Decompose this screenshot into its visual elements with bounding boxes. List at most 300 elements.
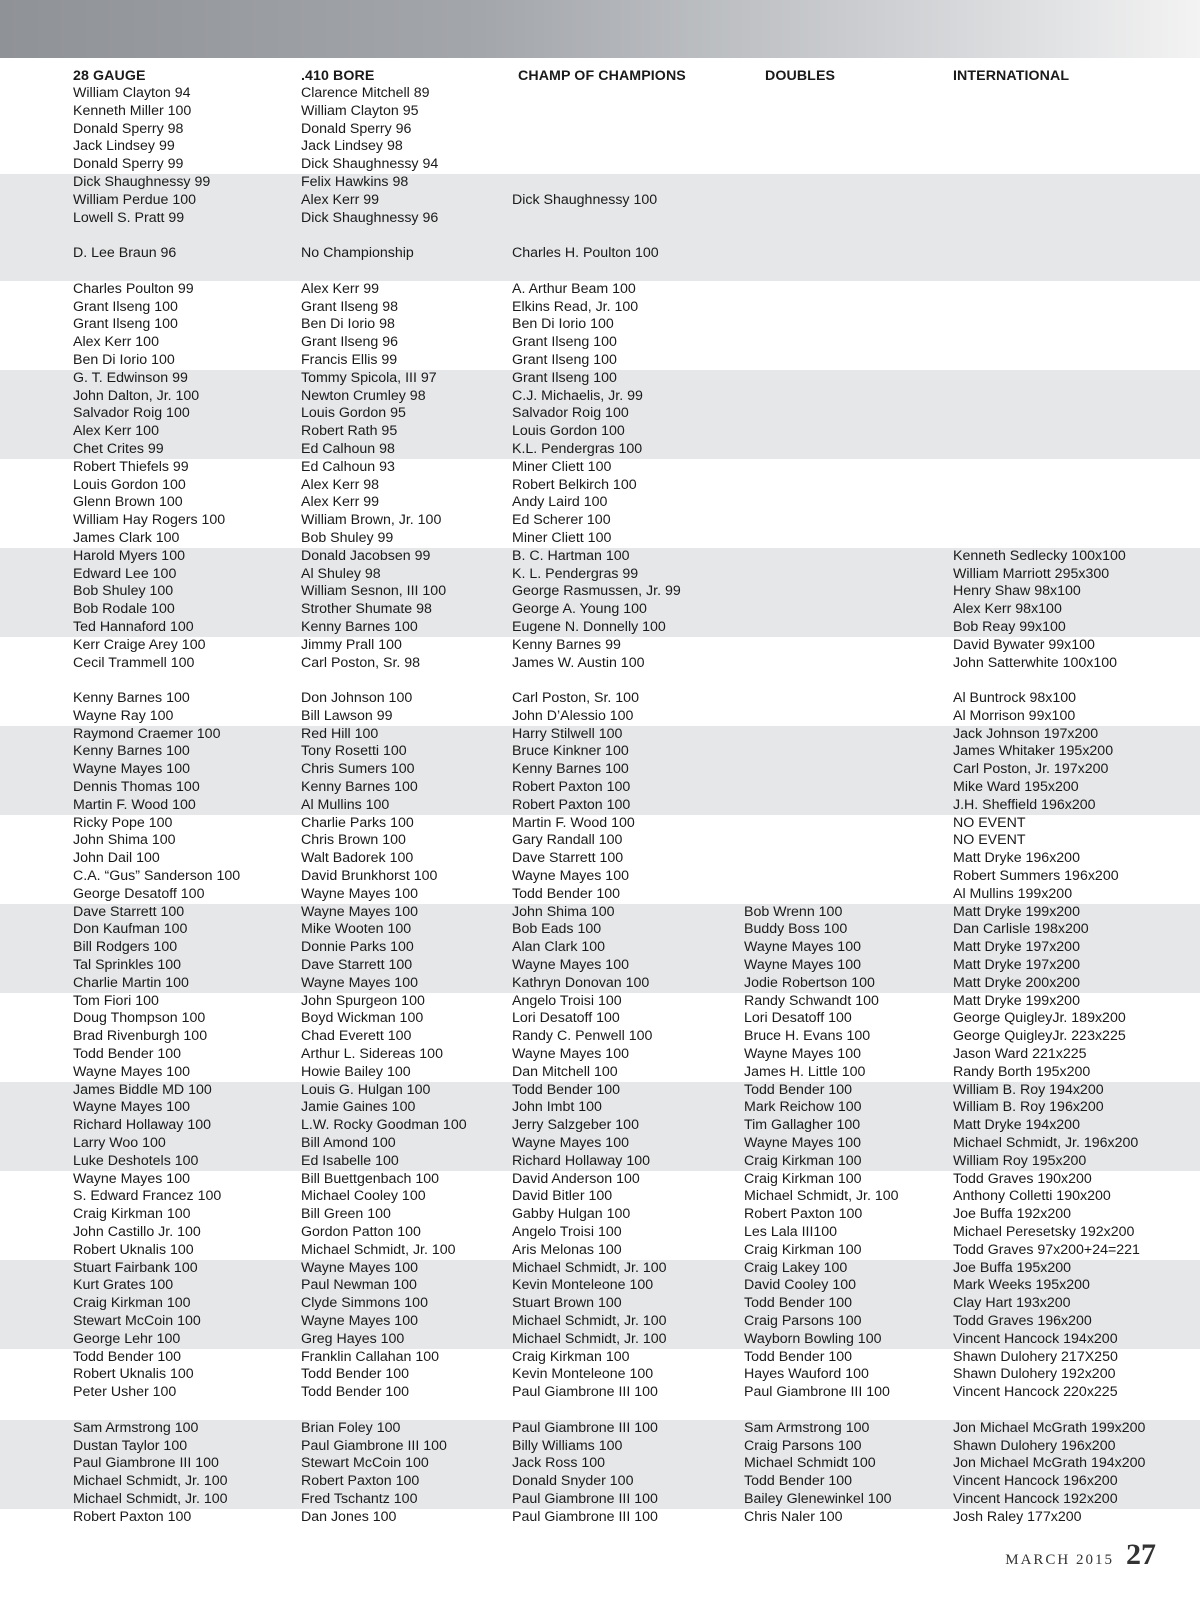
table-row	[0, 939, 1200, 957]
cell-28-gauge: Wayne Mayes 100	[73, 1063, 190, 1080]
margin-cell	[0, 1117, 73, 1135]
margin-cell	[0, 352, 73, 370]
cell-champ-of-champions: Ed Scherer 100	[512, 512, 611, 529]
cell-international: Matt Dryke 199x200	[953, 992, 1080, 1009]
cell-champ-of-champions	[512, 103, 744, 121]
cell-champ-of-champions: Robert Paxton 100	[512, 779, 744, 797]
cell-410-bore: David Brunkhorst 100	[301, 868, 438, 885]
cell-410-bore: Louis Gordon 95	[301, 405, 512, 423]
margin-cell	[0, 1473, 73, 1491]
cell-28-gauge: Cecil Trammell 100	[73, 654, 195, 671]
margin-cell	[0, 316, 73, 334]
cell-doubles: Todd Bender 100	[744, 1082, 953, 1100]
cell-28-gauge: Kenneth Miller 100	[73, 102, 192, 119]
margin-cell	[0, 672, 73, 690]
cell-champ-of-champions: Louis Gordon 100	[512, 423, 744, 441]
margin-cell	[0, 921, 73, 939]
cell-champ-of-champions: Michael Schmidt, Jr. 100	[512, 1260, 744, 1278]
margin-cell	[0, 405, 73, 423]
table-row	[0, 1135, 1200, 1153]
cell-28-gauge: Raymond Craemer 100	[73, 726, 301, 744]
cell-410-bore: Jimmy Prall 100	[301, 636, 402, 653]
cell-doubles	[744, 512, 953, 530]
cell-410-bore: Clarence Mitchell 89	[301, 85, 430, 101]
cell-doubles: Craig Kirkman 100	[744, 1170, 862, 1187]
cell-28-gauge: Don Kaufman 100	[73, 921, 301, 939]
cell-410-bore: Alex Kerr 99	[301, 192, 512, 210]
cell-international: David Bywater 99x100	[953, 636, 1095, 653]
table-row	[0, 388, 1200, 406]
cell-champ-of-champions: Paul Giambrone III 100	[512, 1508, 658, 1525]
cell-champ-of-champions: Elkins Read, Jr. 100	[512, 298, 639, 315]
page-number: 27	[1126, 1538, 1156, 1571]
cell-410-bore: Alex Kerr 98	[301, 476, 380, 493]
margin-cell	[0, 1420, 73, 1438]
cell-international: Matt Dryke 197x200	[953, 939, 1200, 957]
cell-international: Matt Dryke 199x200	[953, 904, 1200, 922]
cell-international	[953, 494, 1200, 512]
margin-cell	[0, 548, 73, 566]
cell-410-bore: Brian Foley 100	[301, 1420, 512, 1438]
cell-28-gauge: Bill Rodgers 100	[73, 939, 301, 957]
cell-410-bore: Tony Rosetti 100	[301, 743, 512, 761]
margin-cell	[0, 939, 73, 957]
cell-champ-of-champions	[512, 174, 744, 192]
cell-410-bore: Bill Lawson 99	[301, 707, 393, 724]
cell-410-bore: Strother Shumate 98	[301, 601, 512, 619]
cell-410-bore	[301, 672, 512, 690]
margin-cell	[0, 1224, 73, 1242]
cell-410-bore: Alex Kerr 99	[301, 280, 380, 297]
cell-28-gauge: John Shima 100	[73, 832, 176, 849]
cell-champ-of-champions: Billy Williams 100	[512, 1438, 744, 1456]
cell-410-bore: Robert Paxton 100	[301, 1473, 512, 1491]
cell-410-bore: Stewart McCoin 100	[301, 1455, 512, 1473]
cell-28-gauge: Bob Shuley 100	[73, 583, 301, 601]
cell-international: Kenneth Sedlecky 100x100	[953, 548, 1200, 566]
margin-cell	[0, 583, 73, 601]
cell-champ-of-champions: Robert Belkirch 100	[512, 476, 637, 493]
cell-international: William B. Roy 196x200	[953, 1099, 1200, 1117]
cell-doubles	[744, 672, 953, 690]
cell-doubles	[744, 886, 953, 904]
cell-international: Henry Shaw 98x100	[953, 583, 1200, 601]
table-row	[0, 103, 1200, 121]
cell-410-bore: Ben Di Iorio 98	[301, 316, 395, 333]
cell-doubles: Bob Wrenn 100	[744, 904, 953, 922]
cell-international: Matt Dryke 200x200	[953, 975, 1200, 993]
cell-champ-of-champions: B. C. Hartman 100	[512, 548, 744, 566]
margin-cell	[0, 388, 73, 406]
table-row	[0, 904, 1200, 922]
cell-doubles: Wayne Mayes 100	[744, 939, 953, 957]
cell-28-gauge: Wayne Mayes 100	[73, 1099, 301, 1117]
cell-410-bore: Charlie Parks 100	[301, 814, 414, 831]
cell-champ-of-champions: Jack Ross 100	[512, 1455, 744, 1473]
cell-28-gauge: Sam Armstrong 100	[73, 1420, 301, 1438]
cell-28-gauge: Todd Bender 100	[73, 1348, 182, 1365]
cell-champ-of-champions: A. Arthur Beam 100	[512, 280, 636, 297]
cell-28-gauge: Robert Thiefels 99	[73, 458, 189, 475]
cell-international: Anthony Colletti 190x200	[953, 1188, 1111, 1205]
margin-cell	[0, 726, 73, 744]
cell-doubles	[744, 316, 953, 334]
table-row	[0, 1277, 1200, 1295]
cell-doubles	[744, 441, 953, 459]
cell-410-bore: Michael Schmidt, Jr. 100	[301, 1241, 456, 1258]
cell-champ-of-champions: Randy C. Penwell 100	[512, 1028, 653, 1045]
cell-international: Robert Summers 196x200	[953, 868, 1119, 885]
table-row	[0, 957, 1200, 975]
cell-doubles	[744, 388, 953, 406]
cell-doubles	[744, 245, 953, 263]
cell-410-bore: L.W. Rocky Goodman 100	[301, 1117, 512, 1135]
cell-international: Bob Reay 99x100	[953, 619, 1200, 637]
cell-champ-of-champions: Grant Ilseng 100	[512, 351, 617, 368]
table-row	[0, 299, 1200, 317]
cell-28-gauge: James Biddle MD 100	[73, 1082, 301, 1100]
cell-28-gauge: William Clayton 94	[73, 85, 191, 101]
margin-cell	[0, 85, 73, 103]
cell-champ-of-champions: Ben Di Iorio 100	[512, 316, 614, 333]
cell-champ-of-champions: Todd Bender 100	[512, 885, 621, 902]
cell-doubles	[744, 690, 953, 708]
cell-28-gauge: Doug Thompson 100	[73, 1010, 206, 1027]
cell-28-gauge: Charlie Martin 100	[73, 975, 301, 993]
margin-cell	[0, 121, 73, 139]
cell-doubles	[744, 156, 953, 174]
cell-champ-of-champions: Lori Desatoff 100	[512, 1010, 620, 1027]
cell-410-bore: Howie Bailey 100	[301, 1063, 411, 1080]
cell-doubles: Les Lala III100	[744, 1224, 838, 1240]
cell-doubles	[744, 797, 953, 815]
table-row	[0, 1242, 1200, 1260]
table-row	[0, 316, 1200, 334]
cell-28-gauge: Jack Lindsey 99	[73, 138, 175, 155]
cell-international: Carl Poston, Jr. 197x200	[953, 761, 1200, 779]
cell-28-gauge: Wayne Mayes 100	[73, 761, 301, 779]
cell-champ-of-champions	[512, 156, 744, 174]
cell-champ-of-champions: Salvador Roig 100	[512, 405, 744, 423]
cell-international	[953, 423, 1200, 441]
cell-champ-of-champions: Dan Mitchell 100	[512, 1063, 618, 1080]
table-row	[0, 459, 1200, 477]
cell-international: Jon Michael McGrath 199x200	[953, 1420, 1200, 1438]
cell-international	[953, 263, 1200, 281]
cell-champ-of-champions: Kevin Monteleone 100	[512, 1277, 744, 1295]
margin-cell	[0, 1438, 73, 1456]
table-row	[0, 601, 1200, 619]
table-row	[0, 1420, 1200, 1438]
cell-28-gauge: Michael Schmidt, Jr. 100	[73, 1473, 301, 1491]
cell-international	[953, 1402, 1200, 1420]
table-row	[0, 174, 1200, 192]
cell-international	[953, 459, 1200, 477]
table-row	[0, 1402, 1200, 1420]
cell-international: Shawn Dulohery 196x200	[953, 1438, 1200, 1456]
cell-doubles: Randy Schwandt 100	[744, 992, 879, 1009]
margin-cell	[0, 761, 73, 779]
table-row	[0, 832, 1200, 850]
cell-champ-of-champions	[512, 121, 744, 139]
cell-doubles: Craig Parsons 100	[744, 1438, 953, 1456]
table-row	[0, 1455, 1200, 1473]
table-row	[0, 637, 1200, 655]
cell-28-gauge: Ricky Pope 100	[73, 814, 173, 831]
cell-doubles	[744, 815, 953, 833]
cell-doubles	[744, 459, 953, 477]
cell-international: Clay Hart 193x200	[953, 1295, 1200, 1313]
cell-international	[953, 103, 1200, 121]
table-row	[0, 1473, 1200, 1491]
cell-doubles: Wayborn Bowling 100	[744, 1331, 953, 1349]
cell-champ-of-champions: Kathryn Donovan 100	[512, 975, 744, 993]
margin-cell	[0, 103, 73, 121]
cell-28-gauge: Robert Uknalis 100	[73, 1241, 194, 1258]
table-row	[0, 690, 1200, 708]
table-row	[0, 1064, 1200, 1082]
margin-cell	[0, 1153, 73, 1171]
table-row	[0, 761, 1200, 779]
cell-doubles: David Cooley 100	[744, 1277, 953, 1295]
cell-doubles: Mark Reichow 100	[744, 1099, 953, 1117]
cell-410-bore: Newton Crumley 98	[301, 388, 512, 406]
cell-doubles	[744, 655, 953, 673]
cell-28-gauge: S. Edward Francez 100	[73, 1188, 222, 1205]
cell-doubles	[744, 227, 953, 245]
cell-champ-of-champions: Dick Shaughnessy 100	[512, 192, 744, 210]
cell-champ-of-champions: K.L. Pendergras 100	[512, 441, 744, 459]
cell-international: Mike Ward 195x200	[953, 779, 1200, 797]
cell-international: NO EVENT	[953, 832, 1026, 849]
cell-international	[953, 672, 1200, 690]
cell-doubles	[744, 210, 953, 228]
cell-international: James Whitaker 195x200	[953, 743, 1200, 761]
table-row	[0, 993, 1200, 1011]
cell-doubles	[744, 850, 953, 868]
margin-cell	[0, 566, 73, 584]
cell-doubles	[744, 637, 953, 655]
cell-champ-of-champions: Michael Schmidt, Jr. 100	[512, 1313, 744, 1331]
cell-410-bore: Dan Jones 100	[301, 1508, 397, 1525]
table-row	[0, 815, 1200, 833]
cell-28-gauge: Charles Poulton 99	[73, 280, 194, 297]
cell-28-gauge: Lowell S. Pratt 99	[73, 210, 301, 228]
cell-international: Michael Schmidt, Jr. 196x200	[953, 1135, 1200, 1153]
cell-28-gauge: Grant Ilseng 100	[73, 316, 178, 333]
cell-champ-of-champions	[512, 672, 744, 690]
margin-cell	[0, 227, 73, 245]
cell-410-bore: William Clayton 95	[301, 102, 419, 119]
cell-international: Al Buntrock 98x100	[953, 690, 1077, 707]
cell-doubles	[744, 121, 953, 139]
margin-cell	[0, 530, 73, 548]
margin-cell	[0, 1171, 73, 1189]
cell-410-bore: Todd Bender 100	[301, 1366, 410, 1383]
margin-cell	[0, 334, 73, 352]
cell-international: Jon Michael McGrath 194x200	[953, 1455, 1200, 1473]
table-row	[0, 797, 1200, 815]
cell-international	[953, 316, 1200, 334]
margin-cell	[0, 281, 73, 299]
margin-cell	[0, 1384, 73, 1402]
cell-410-bore: Fred Tschantz 100	[301, 1491, 512, 1509]
cell-international	[953, 352, 1200, 370]
cell-doubles	[744, 423, 953, 441]
cell-champ-of-champions	[512, 138, 744, 156]
cell-28-gauge: Louis Gordon 100	[73, 476, 186, 493]
header-gradient-bar	[0, 0, 1200, 58]
cell-28-gauge: Craig Kirkman 100	[73, 1206, 191, 1223]
cell-doubles	[744, 174, 953, 192]
margin-cell	[0, 637, 73, 655]
cell-28-gauge: Wayne Mayes 100	[73, 1170, 190, 1187]
table-row	[0, 921, 1200, 939]
margin-cell	[0, 138, 73, 156]
cell-champ-of-champions: Wayne Mayes 100	[512, 957, 744, 975]
cell-champ-of-champions: Andy Laird 100	[512, 494, 608, 511]
table-row	[0, 1206, 1200, 1224]
margin-cell	[0, 655, 73, 673]
cell-international	[953, 227, 1200, 245]
cell-international: George QuigleyJr. 189x200	[953, 1010, 1126, 1027]
margin-cell	[0, 66, 73, 85]
table-row	[0, 1099, 1200, 1117]
margin-cell	[0, 690, 73, 708]
cell-410-bore: Chris Sumers 100	[301, 761, 512, 779]
cell-doubles: Todd Bender 100	[744, 1295, 953, 1313]
cell-410-bore: Felix Hawkins 98	[301, 174, 512, 192]
cell-410-bore: Michael Cooley 100	[301, 1188, 426, 1205]
cell-28-gauge: Peter Usher 100	[73, 1384, 177, 1401]
column-header-28-gauge: 28 GAUGE	[73, 67, 146, 84]
margin-cell	[0, 975, 73, 993]
margin-cell	[0, 832, 73, 850]
cell-doubles: Robert Paxton 100	[744, 1206, 863, 1223]
table-row	[0, 512, 1200, 530]
cell-28-gauge: Ben Di Iorio 100	[73, 351, 175, 368]
cell-champ-of-champions: Gary Randall 100	[512, 832, 623, 849]
cell-international: Todd Graves 196x200	[953, 1313, 1200, 1331]
cell-international	[953, 121, 1200, 139]
cell-28-gauge: George Desatoff 100	[73, 885, 205, 902]
cell-410-bore: Red Hill 100	[301, 726, 512, 744]
cell-champ-of-champions: Aris Melonas 100	[512, 1241, 622, 1258]
table-row	[0, 779, 1200, 797]
table-row	[0, 138, 1200, 156]
table-row	[0, 743, 1200, 761]
cell-champ-of-champions	[512, 263, 744, 281]
cell-international: NO EVENT	[953, 814, 1026, 831]
cell-410-bore: Donald Jacobsen 99	[301, 548, 512, 566]
cell-410-bore: William Sesnon, III 100	[301, 583, 512, 601]
cell-28-gauge: John Castillo Jr. 100	[73, 1224, 201, 1240]
cell-410-bore: Franklin Callahan 100	[301, 1348, 440, 1365]
margin-cell	[0, 370, 73, 388]
cell-doubles: Lori Desatoff 100	[744, 1010, 852, 1027]
cell-doubles	[744, 548, 953, 566]
cell-doubles: Tim Gallagher 100	[744, 1117, 953, 1135]
cell-410-bore: Bill Amond 100	[301, 1135, 512, 1153]
cell-28-gauge: Brad Rivenburgh 100	[73, 1028, 208, 1045]
cell-international: Todd Graves 190x200	[953, 1170, 1092, 1187]
cell-28-gauge: Robert Paxton 100	[73, 1508, 192, 1525]
cell-champ-of-champions: Kevin Monteleone 100	[512, 1366, 654, 1383]
table-row	[0, 1509, 1200, 1527]
margin-cell	[0, 1491, 73, 1509]
cell-doubles: Bailey Glenewinkel 100	[744, 1491, 953, 1509]
table-row	[0, 1046, 1200, 1064]
cell-410-bore: Tommy Spicola, III 97	[301, 370, 512, 388]
cell-champ-of-champions: Bruce Kinkner 100	[512, 743, 744, 761]
cell-28-gauge: Donald Sperry 99	[73, 156, 184, 173]
cell-doubles	[744, 566, 953, 584]
cell-international: Jason Ward 221x225	[953, 1046, 1087, 1063]
cell-410-bore	[301, 263, 512, 281]
table-row	[0, 210, 1200, 228]
cell-410-bore: Donnie Parks 100	[301, 939, 512, 957]
cell-410-bore: Francis Ellis 99	[301, 351, 398, 368]
table-row	[0, 121, 1200, 139]
cell-doubles	[744, 619, 953, 637]
cell-doubles	[744, 583, 953, 601]
cell-410-bore: Don Johnson 100	[301, 690, 413, 707]
cell-410-bore: Wayne Mayes 100	[301, 975, 512, 993]
cell-international: Joe Buffa 192x200	[953, 1206, 1072, 1223]
cell-international	[953, 299, 1200, 317]
margin-cell	[0, 743, 73, 761]
cell-28-gauge: Bob Rodale 100	[73, 601, 301, 619]
cell-28-gauge: Michael Schmidt, Jr. 100	[73, 1491, 301, 1509]
cell-410-bore: Jack Lindsey 98	[301, 138, 403, 155]
cell-28-gauge	[73, 672, 301, 690]
cell-410-bore: Grant Ilseng 98	[301, 298, 399, 315]
cell-champ-of-champions: Kenny Barnes 100	[512, 761, 744, 779]
cell-doubles	[744, 761, 953, 779]
cell-28-gauge: C.A. “Gus” Sanderson 100	[73, 868, 241, 885]
cell-28-gauge: Harold Myers 100	[73, 548, 301, 566]
cell-28-gauge: Kenny Barnes 100	[73, 743, 301, 761]
page-footer	[1005, 1538, 1156, 1572]
cell-410-bore: Boyd Wickman 100	[301, 1010, 424, 1027]
margin-cell	[0, 1331, 73, 1349]
cell-28-gauge: Kurt Grates 100	[73, 1277, 301, 1295]
table-row	[0, 263, 1200, 281]
table-row	[0, 334, 1200, 352]
cell-champ-of-champions: David Anderson 100	[512, 1170, 640, 1187]
cell-international	[953, 370, 1200, 388]
cell-doubles: Craig Kirkman 100	[744, 1241, 862, 1258]
table-row	[0, 548, 1200, 566]
cell-doubles: Craig Parsons 100	[744, 1313, 953, 1331]
cell-410-bore: Ed Calhoun 98	[301, 441, 512, 459]
cell-champ-of-champions: Stuart Brown 100	[512, 1295, 744, 1313]
margin-cell	[0, 1099, 73, 1117]
cell-28-gauge: William Hay Rogers 100	[73, 512, 226, 529]
margin-cell	[0, 1135, 73, 1153]
cell-international	[953, 192, 1200, 210]
cell-international: William B. Roy 194x200	[953, 1082, 1200, 1100]
cell-champ-of-champions	[512, 227, 744, 245]
table-row	[0, 352, 1200, 370]
cell-doubles: James H. Little 100	[744, 1063, 866, 1080]
margin-cell	[0, 1295, 73, 1313]
table-row	[0, 886, 1200, 904]
cell-410-bore: William Brown, Jr. 100	[301, 512, 442, 529]
cell-champ-of-champions: Grant Ilseng 100	[512, 334, 617, 351]
cell-international: Mark Weeks 195x200	[953, 1277, 1200, 1295]
cell-doubles	[744, 494, 953, 512]
